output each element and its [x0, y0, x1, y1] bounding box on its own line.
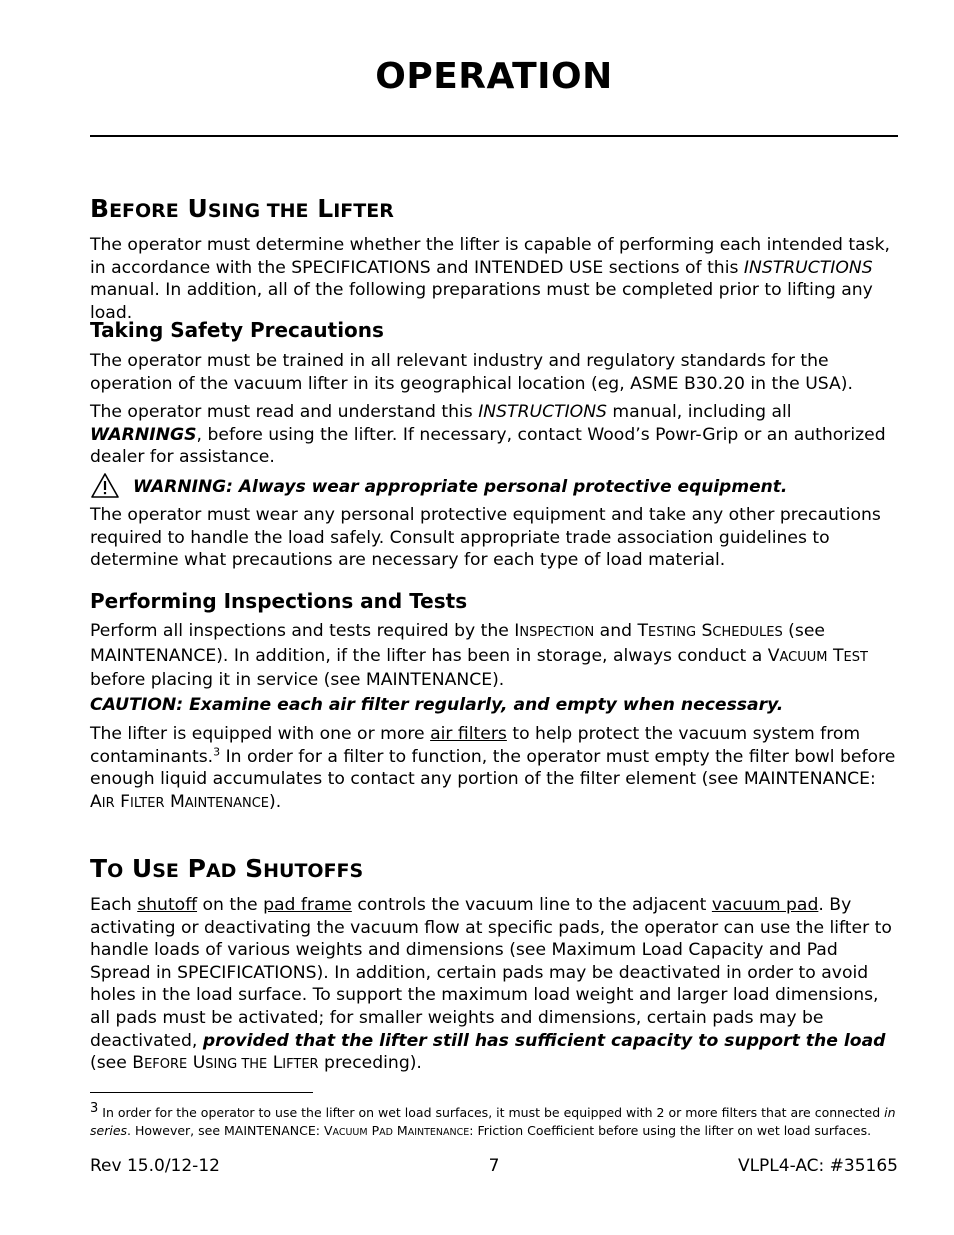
page-title: OPERATION	[375, 56, 613, 97]
warning-triangle-icon	[90, 472, 120, 499]
footnote: $^3$ In order for the operator to use the lifter on wet load surfaces, it must be equipped with 2 or more filters that are connected in series. However, see MAINTENANCE: VACUUM PAD MAINTENANCE: Friction Coefficient before using the lifter on wet load surfaces.	[90, 1100, 896, 1138]
subheading-inspections: Performing Inspections and Tests	[90, 589, 468, 613]
subheading-safety: Taking Safety Precautions	[90, 318, 384, 342]
inspections-paragraph-1: Perform all inspections and tests required by the INSPECTION and TESTING SCHEDULES (see MAINTENANCE). In addition, if the lifter has been in storage, always conduct a VACUUM TEST before placing it in service (see MAINTENANCE).	[90, 621, 868, 691]
title-divider	[90, 135, 898, 137]
footnote-divider	[90, 1092, 313, 1093]
shutoff-link[interactable]: shutoff	[137, 895, 198, 915]
warning-text: WARNING: Always wear appropriate personal protective equipment.	[133, 477, 788, 497]
pad-shutoffs-paragraph: Each shutoff on the pad frame controls the vacuum line to the adjacent vacuum pad. By activating or deactivating the vacuum flow at specific pads, the operator can use the lifter to handle loads of various weights and dimensions (see Maximum Load Capacity and Pad Spread in SPECIFICATIONS). In addition, certain pads may be deactivated in order to avoid holes in the load surface. To support the maximum load weight and larger load dimensions, all pads must be activated; for smaller weights and dimensions, certain pads may be deactivated, provided that the lifter still has sufficient capacity to support the load (see BEFORE USING THE LIFTER preceding).	[90, 895, 892, 1074]
safety-paragraph-2: The operator must read and understand this INSTRUCTIONS manual, including all WARNINGS, before using the lifter. If necessary, contact Wood’s Powr-Grip or an authorized dealer for assistance.	[90, 402, 886, 468]
section-heading-pad-shutoffs: TO USE PAD SHUTOFFS	[90, 854, 364, 883]
safety-paragraph-1: The operator must be trained in all relevant industry and regulatory standards for the operation of the vacuum lifter in its geographical location (eg, ASME B30.20 in the USA).	[90, 351, 853, 394]
footnote-ref[interactable]: 3	[213, 744, 221, 758]
footer-revision: Rev 15.0/12-12	[90, 1156, 220, 1176]
footer-page-number: 7	[488, 1156, 500, 1176]
section-intro-paragraph: The operator must determine whether the lifter is capable of performing each intended task, in accordance with the SPECIFICATIONS and INTENDED USE sections of this INSTRUCTIONS manual. In addition, all of the following preparations must be completed prior to lifting any load.	[90, 235, 891, 323]
caution-text: CAUTION: Examine each air filter regularly, and empty when necessary.	[90, 695, 784, 715]
footer-document-id: VLPL4-AC: #35165	[737, 1156, 898, 1176]
pad-frame-link[interactable]: pad frame	[263, 895, 352, 915]
section-heading-before-using: BEFORE USING THE LIFTER	[90, 194, 394, 223]
vacuum-pad-link[interactable]: vacuum pad	[711, 895, 819, 915]
inspections-paragraph-2: The lifter is equipped with one or more air filters to help protect the vacuum system from contaminants.$^3$ In order for a filter to function, the operator must empty the filter bowl before enough liquid accumulates to contact any portion of the filter element (see MAINTENANCE: AIR FILTER MAINTENANCE).	[90, 724, 896, 812]
safety-paragraph-3: The operator must wear any personal protective equipment and take any other precautions required to handle the load safely. Consult appropriate trade association guidelines to determine what precautions are necessary for each type of load material.	[90, 505, 881, 571]
air-filters-link[interactable]: air filters	[430, 724, 507, 744]
